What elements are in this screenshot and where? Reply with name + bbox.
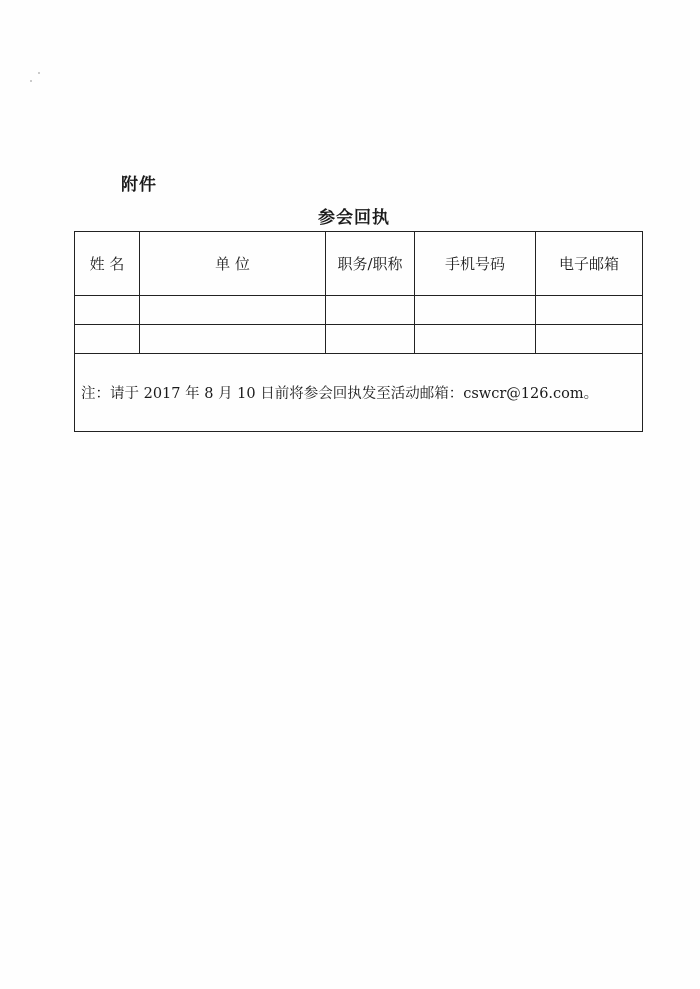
cell-name bbox=[75, 325, 140, 354]
cell-position bbox=[326, 296, 415, 325]
document-title: 参会回执 bbox=[318, 208, 390, 228]
header-email: 电子邮箱 bbox=[536, 232, 643, 296]
cell-email bbox=[536, 296, 643, 325]
header-phone: 手机号码 bbox=[415, 232, 536, 296]
scan-speck bbox=[38, 72, 40, 74]
cell-position bbox=[326, 325, 415, 354]
scan-speck bbox=[30, 80, 32, 82]
table-note-row bbox=[75, 354, 643, 432]
cell-phone bbox=[415, 325, 536, 354]
cell-unit bbox=[140, 325, 326, 354]
table-header-row bbox=[75, 232, 643, 296]
cell-name bbox=[75, 296, 140, 325]
submission-note: 注：请于 2017 年 8 月 10 日前将参会回执发至活动邮箱：cswcr@126.com。 bbox=[75, 354, 643, 432]
table-row bbox=[75, 325, 643, 354]
cell-email bbox=[536, 325, 643, 354]
header-position: 职务/职称 bbox=[326, 232, 415, 296]
attachment-label: 附件 bbox=[121, 175, 157, 195]
cell-phone bbox=[415, 296, 536, 325]
table-row bbox=[75, 296, 643, 325]
header-name: 姓 名 bbox=[75, 232, 140, 296]
header-unit: 单 位 bbox=[140, 232, 326, 296]
cell-unit bbox=[140, 296, 326, 325]
reply-form-table bbox=[74, 231, 643, 432]
